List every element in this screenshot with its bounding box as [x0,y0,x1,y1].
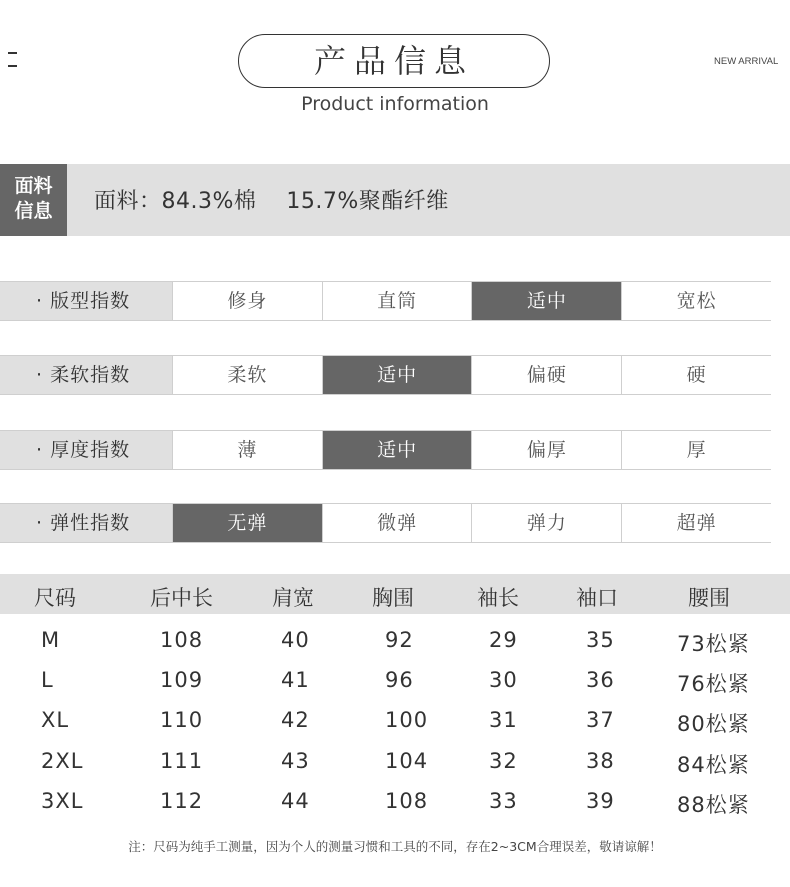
size-table-cell: XL [41,708,70,732]
index-option: 微弹 [322,504,472,542]
size-table-cell: 29 [489,628,518,652]
index-row-label: · 柔软指数 [0,356,172,394]
fabric-info-tag [0,164,67,236]
size-table-cell: 76松紧 [677,672,750,696]
index-option: 修身 [172,282,322,320]
size-table-cell: 39 [586,789,615,813]
size-table-cell: 44 [281,789,310,813]
size-table-cell: 3XL [41,789,84,813]
size-table-cell: 38 [586,749,615,773]
corner-mark-icon [8,52,18,69]
index-option: 偏硬 [471,356,621,394]
index-row [0,281,771,321]
size-table-cell: 108 [385,789,429,813]
size-table-column-header: 袖口 [576,586,618,610]
size-table-cell: 42 [281,708,310,732]
index-row [0,430,771,470]
index-option: 厚 [621,431,771,469]
index-option-selected: 无弹 [172,504,322,542]
index-option: 柔软 [172,356,322,394]
index-option-selected: 适中 [322,356,472,394]
index-row [0,355,771,395]
size-table-cell: 37 [586,708,615,732]
size-table-cell: L [41,668,54,692]
size-table-cell: 104 [385,749,429,773]
size-table-column-header: 袖长 [477,586,519,610]
size-table-cell: 84松紧 [677,753,750,777]
size-table-cell: 2XL [41,749,84,773]
size-table-cell: 88松紧 [677,793,750,817]
size-table-column-header: 后中长 [150,586,213,610]
size-table-cell: 43 [281,749,310,773]
size-table-cell: 110 [160,708,204,732]
index-row [0,503,771,543]
index-option-selected: 适中 [322,431,472,469]
size-table-cell: 108 [160,628,204,652]
index-option: 偏厚 [471,431,621,469]
size-table-cell: M [41,628,61,652]
size-table-cell: 111 [160,749,204,773]
fabric-tag-line2: 信息 [14,200,53,222]
size-table-cell: 40 [281,628,310,652]
size-table-cell: 92 [385,628,414,652]
index-option: 超弹 [621,504,771,542]
index-row-label: · 弹性指数 [0,504,172,542]
page-title: 产品信息 [238,34,550,88]
index-option: 直筒 [322,282,472,320]
fabric-composition: 面料：84.3%棉 15.7%聚酯纤维 [94,189,449,214]
index-row-label: · 版型指数 [0,282,172,320]
index-option: 硬 [621,356,771,394]
size-table-cell: 32 [489,749,518,773]
size-table-cell: 35 [586,628,615,652]
size-table-cell: 30 [489,668,518,692]
measurement-note: 注：尺码为纯手工测量，因为个人的测量习惯和工具的不同，存在2~3CM合理误差，敬请谅解！ [128,839,662,854]
index-option-selected: 适中 [471,282,621,320]
fabric-tag-line1: 面料 [14,175,53,197]
size-table-cell: 109 [160,668,204,692]
size-table-cell: 96 [385,668,414,692]
index-option: 弹力 [471,504,621,542]
index-option: 宽松 [621,282,771,320]
size-table-cell: 112 [160,789,204,813]
size-table-cell: 36 [586,668,615,692]
new-arrival-label: NEW ARRIVAL [714,56,779,67]
size-table-cell: 100 [385,708,429,732]
size-table-column-header: 肩宽 [272,586,314,610]
size-table-cell: 31 [489,708,518,732]
size-table-cell: 73松紧 [677,632,750,656]
size-table-cell: 41 [281,668,310,692]
size-table-column-header: 腰围 [688,586,730,610]
size-table-column-header: 尺码 [34,586,76,610]
size-table-cell: 33 [489,789,518,813]
page-subtitle: Product information [301,93,489,115]
size-table-column-header: 胸围 [372,586,414,610]
index-option: 薄 [172,431,322,469]
size-table-cell: 80松紧 [677,712,750,736]
index-row-label: · 厚度指数 [0,431,172,469]
